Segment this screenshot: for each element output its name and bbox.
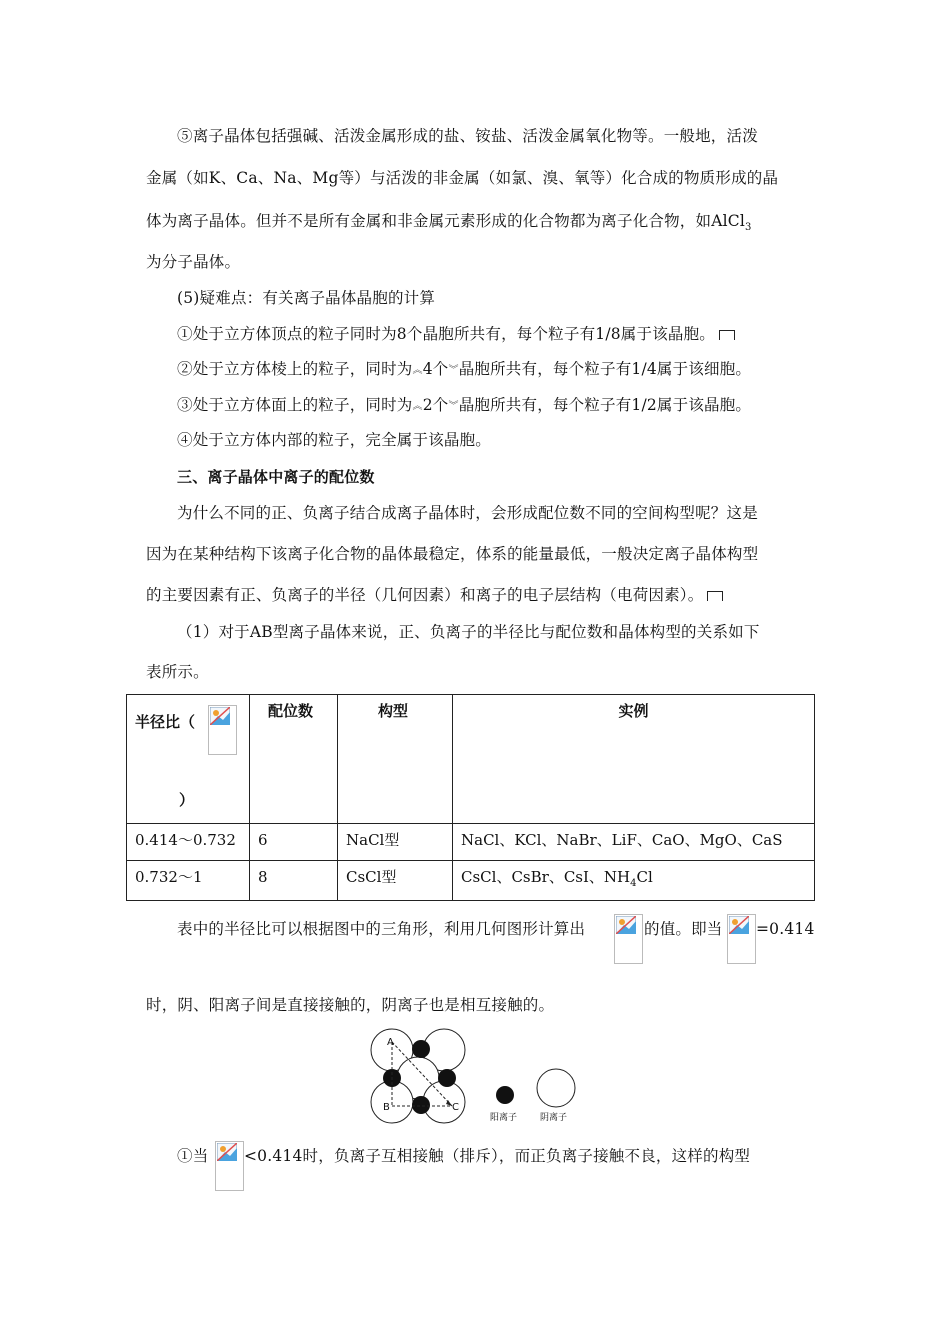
- ion-packing-figure: [368, 1028, 588, 1128]
- paragraph-line: [146, 543, 758, 565]
- paragraph-line: [177, 1145, 208, 1167]
- text: (5)疑难点：有关离子晶体晶胞的计算: [177, 289, 436, 307]
- text: 表中的半径比可以根据图中的三角形，利用几何图形计算出: [177, 920, 586, 938]
- text: 晶胞所共有，每个粒子有1/2属于该晶胞。: [458, 396, 752, 414]
- label-c: C: [452, 1102, 459, 1113]
- text: ⑤离子晶体包括强碱、活泼金属形成的盐、铵盐、活泼金属氧化物等。一般地，活泼: [177, 127, 758, 145]
- table-row: [127, 861, 815, 901]
- header-label: ）: [179, 791, 195, 809]
- paragraph-line: [146, 661, 209, 683]
- cation-circle: [438, 1069, 456, 1087]
- text: 三、离子晶体中离子的配位数: [177, 468, 375, 486]
- subscript: 4: [630, 878, 637, 889]
- label-b: B: [383, 1102, 390, 1113]
- header-example: [453, 695, 815, 824]
- paragraph-line: [644, 918, 723, 940]
- cell-coord: 8: [258, 868, 268, 886]
- paragraph-line: [177, 429, 491, 451]
- text: ①当: [177, 1147, 209, 1165]
- cell-ratio: 0.414～0.732: [135, 831, 236, 849]
- cell-coord: 6: [258, 831, 268, 849]
- text: 体为离子晶体。但并不是所有金属和非金属元素形成的化合物都为离子化合物，如AlCl: [146, 212, 745, 230]
- cell-ratio: 0.732～1: [135, 868, 203, 886]
- header-type: [338, 695, 453, 824]
- formula-image-icon: [614, 914, 643, 964]
- text: <0.414时，负离子互相接触（排斥），而正负离子接触不良，这样的构型: [244, 1147, 751, 1165]
- paragraph-line: [177, 502, 758, 524]
- cell-example: NaCl、KCl、NaBr、LiF、CaO、MgO、CaS: [461, 831, 783, 849]
- header-label: 构型: [378, 702, 409, 720]
- formula-image-icon: [727, 914, 756, 964]
- cell-example: CsCl、CsBr、CsI、NH: [461, 868, 631, 886]
- paragraph-line: [146, 994, 554, 1016]
- cell-type: CsCl型: [346, 868, 397, 886]
- text: 为分子晶体。: [146, 253, 241, 271]
- header-label: 实例: [618, 702, 649, 720]
- text: ①处于立方体顶点的粒子同时为8个晶胞所共有，每个粒子有1/8属于该晶胞。: [177, 325, 716, 343]
- section-heading: [177, 466, 375, 488]
- header-label: 半径比（: [135, 713, 196, 731]
- paragraph-line: [756, 918, 815, 940]
- text: 时，阴、阳离子间是直接接触的，阴离子也是相互接触的。: [146, 996, 555, 1014]
- paragraph-line: [244, 1145, 750, 1167]
- ratio-table: [126, 694, 815, 901]
- paragraph-line: [177, 125, 758, 147]
- text: 的值。即当: [644, 920, 723, 938]
- edit-mark-icon: [707, 591, 723, 601]
- paragraph-line: [146, 584, 723, 606]
- table-header-row: [127, 695, 815, 824]
- cell-type: NaCl型: [346, 831, 400, 849]
- text: 表所示。: [146, 663, 209, 681]
- text: 的主要因素有正、负离子的半径（几何因素）和离子的电子层结构（电荷因素）。: [146, 586, 704, 604]
- paragraph-line: [177, 621, 760, 643]
- text: ③处于立方体面上的粒子，同时为: [177, 396, 413, 414]
- paragraph-line: [177, 323, 735, 345]
- text: ②处于立方体棱上的粒子，同时为: [177, 360, 413, 378]
- paragraph-line: [177, 358, 751, 382]
- text: 4个: [422, 360, 449, 378]
- paragraph-line: [146, 210, 752, 239]
- text: （1）对于AB型离子晶体来说，正、负离子的半径比与配位数和晶体构型的关系如下: [177, 623, 760, 641]
- paragraph-line: [177, 287, 435, 309]
- header-coord: [250, 695, 338, 824]
- cell-example: Cl: [636, 868, 653, 886]
- label-a: A: [387, 1037, 394, 1048]
- formula-image-icon: [215, 1141, 244, 1191]
- legend-anion-swatch: [537, 1069, 575, 1107]
- chevron-down-icon: ︾: [448, 365, 459, 376]
- edit-mark-icon: [719, 330, 735, 340]
- text: 因为在某种结构下该离子化合物的晶体最稳定，体系的能量最低，一般决定离子晶体构型: [146, 545, 759, 563]
- legend-cation-swatch: [496, 1086, 514, 1104]
- chevron-up-icon: ︽: [412, 365, 423, 376]
- text: 晶胞所共有，每个粒子有1/4属于该细胞。: [458, 360, 752, 378]
- text: 为什么不同的正、负离子结合成离子晶体时，会形成配位数不同的空间构型呢？这是: [177, 504, 758, 522]
- paragraph-line: [146, 167, 778, 189]
- subscript: 3: [744, 222, 752, 234]
- legend-anion-label: 阴离子: [540, 1113, 568, 1123]
- text: 金属（如K、Ca、Na、Mg等）与活泼的非金属（如氯、溴、氧等）化合成的物质形成的晶: [146, 169, 779, 187]
- paragraph-line: [177, 918, 585, 940]
- chevron-up-icon: ︽: [412, 401, 423, 412]
- paragraph-line: [146, 251, 240, 273]
- paragraph-line: [177, 394, 751, 418]
- formula-image-icon: [208, 705, 237, 755]
- chevron-down-icon: ︾: [448, 401, 459, 412]
- header-label: 配位数: [268, 702, 314, 720]
- text: 2个: [422, 396, 449, 414]
- legend-cation-label: 阳离子: [490, 1113, 518, 1123]
- cation-circle: [412, 1096, 430, 1114]
- header-ratio: [127, 695, 250, 824]
- text: ④处于立方体内部的粒子，完全属于该晶胞。: [177, 431, 492, 449]
- text: =0.414: [756, 920, 815, 938]
- table-row: [127, 824, 815, 861]
- cation-circle: [412, 1040, 430, 1058]
